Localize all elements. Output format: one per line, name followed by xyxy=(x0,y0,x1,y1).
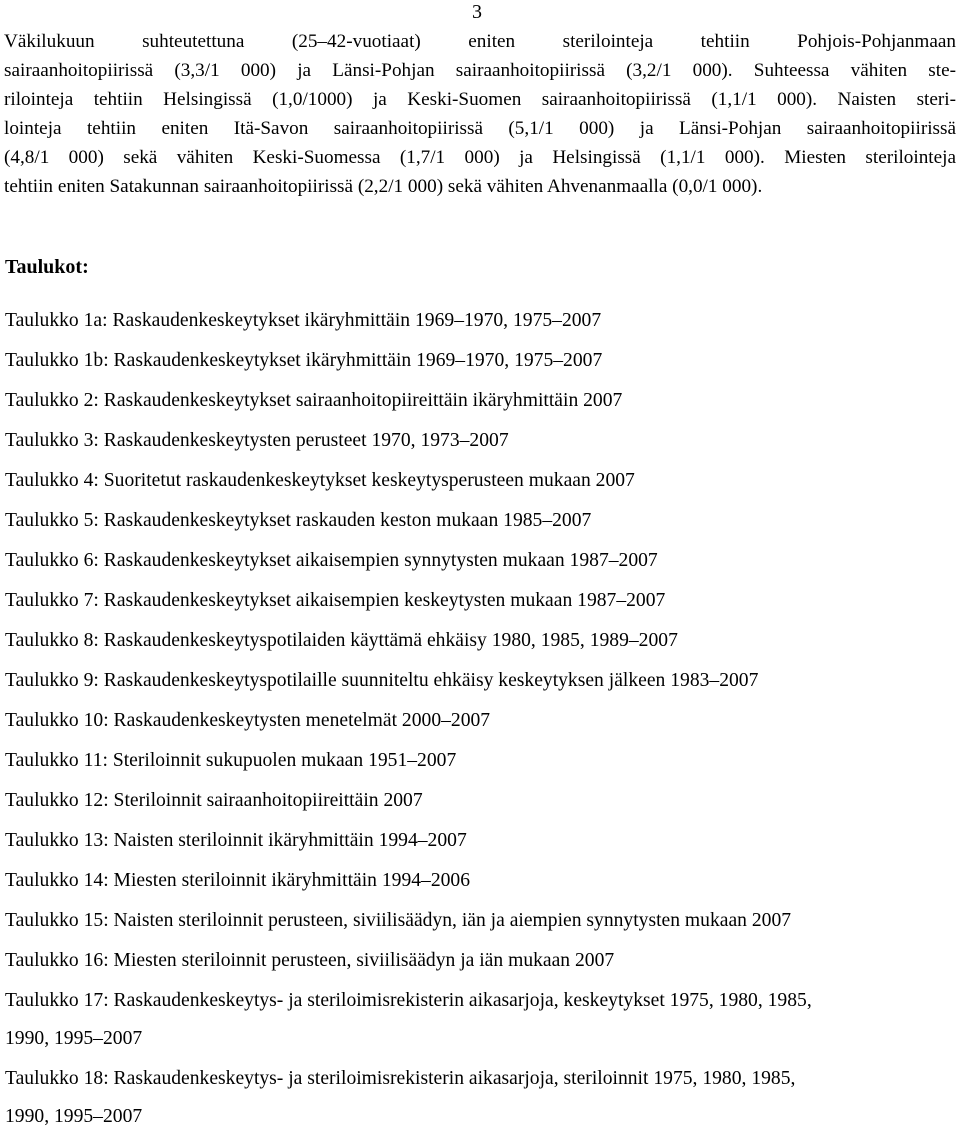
table-list-item-text: Taulukko 17: Raskaudenkeskeytys- ja steriloimisrekisterin aikasarjoja, keskeytykset 1975, 1980, 1985, xyxy=(5,990,812,1011)
table-list-item: Taulukko 5: Raskaudenkeskeytykset raskauden keston mukaan 1985–2007 xyxy=(5,510,592,531)
table-list-item: Taulukko 9: Raskaudenkeskeytyspotilaille suunniteltu ehkäisy keskeytyksen jälkeen 1983–2007 xyxy=(5,670,759,691)
table-list-item-text: Taulukko 18: Raskaudenkeskeytys- ja steriloimisrekisterin aikasarjoja, steriloinnit 1975, 1980, 1985, xyxy=(5,1068,796,1089)
paragraph-line: tehtiin eniten Satakunnan sairaanhoitopiirissä (2,2/1 000) sekä vähiten Ahvenanmaalla (0,0/1 000). xyxy=(4,176,763,197)
tables-list xyxy=(5,306,955,1142)
paragraph-line: rilointeja tehtiin Helsingissä (1,0/1000) ja Keski-Suomen sairaanhoitopiirissä (1,1/1 000). Naisten steri- xyxy=(4,89,956,110)
table-list-item: Taulukko 8: Raskaudenkeskeytyspotilaiden käyttämä ehkäisy 1980, 1985, 1989–2007 xyxy=(5,630,678,651)
table-list-item-continuation: 1990, 1995–2007 xyxy=(5,1106,143,1127)
table-list-item xyxy=(5,1064,955,1132)
paragraph-line: Väkilukuun suhteutettuna (25–42-vuotiaat) eniten sterilointeja tehtiin Pohjois-Pohjanmaan xyxy=(4,31,956,52)
table-list-item: Taulukko 16: Miesten steriloinnit perusteen, siviilisäädyn ja iän mukaan 2007 xyxy=(5,950,615,971)
table-list-item: Taulukko 4: Suoritetut raskaudenkeskeytykset keskeytysperusteen mukaan 2007 xyxy=(5,470,635,491)
table-list-item: Taulukko 1b: Raskaudenkeskeytykset ikäryhmittäin 1969–1970, 1975–2007 xyxy=(5,350,603,371)
table-list-item: Taulukko 2: Raskaudenkeskeytykset sairaanhoitopiireittäin ikäryhmittäin 2007 xyxy=(5,390,623,411)
table-list-item: Taulukko 7: Raskaudenkeskeytykset aikaisempien keskeytysten mukaan 1987–2007 xyxy=(5,590,666,611)
paragraph-line: (4,8/1 000) sekä vähiten Keski-Suomessa (1,7/1 000) ja Helsingissä (1,1/1 000). Miesten sterilointeja xyxy=(4,147,956,168)
table-list-item: Taulukko 12: Steriloinnit sairaanhoitopiireittäin 2007 xyxy=(5,790,423,811)
table-list-item: Taulukko 13: Naisten steriloinnit ikäryhmittäin 1994–2007 xyxy=(5,830,467,851)
page-number: 3 xyxy=(472,1,482,23)
tables-heading: Taulukot: xyxy=(5,256,89,278)
body-paragraph xyxy=(4,27,956,201)
table-list-item xyxy=(5,986,955,1054)
table-list-item-continuation: 1990, 1995–2007 xyxy=(5,1028,143,1049)
paragraph-line: lointeja tehtiin eniten Itä-Savon sairaanhoitopiirissä (5,1/1 000) ja Länsi-Pohjan sairaanhoitopiirissä xyxy=(4,118,956,139)
table-list-item: Taulukko 15: Naisten steriloinnit perusteen, siviilisäädyn, iän ja aiempien synnytysten mukaan 2007 xyxy=(5,910,792,931)
table-list-item: Taulukko 1a: Raskaudenkeskeytykset ikäryhmittäin 1969–1970, 1975–2007 xyxy=(5,310,602,331)
table-list-item: Taulukko 6: Raskaudenkeskeytykset aikaisempien synnytysten mukaan 1987–2007 xyxy=(5,550,658,571)
table-list-item: Taulukko 3: Raskaudenkeskeytysten perusteet 1970, 1973–2007 xyxy=(5,430,509,451)
paragraph-line: sairaanhoitopiirissä (3,3/1 000) ja Länsi-Pohjan sairaanhoitopiirissä (3,2/1 000). Suhteessa vähiten ste- xyxy=(4,60,956,81)
table-list-item: Taulukko 10: Raskaudenkeskeytysten menetelmät 2000–2007 xyxy=(5,710,491,731)
table-list-item: Taulukko 11: Steriloinnit sukupuolen mukaan 1951–2007 xyxy=(5,750,457,771)
table-list-item: Taulukko 14: Miesten steriloinnit ikäryhmittäin 1994–2006 xyxy=(5,870,471,891)
